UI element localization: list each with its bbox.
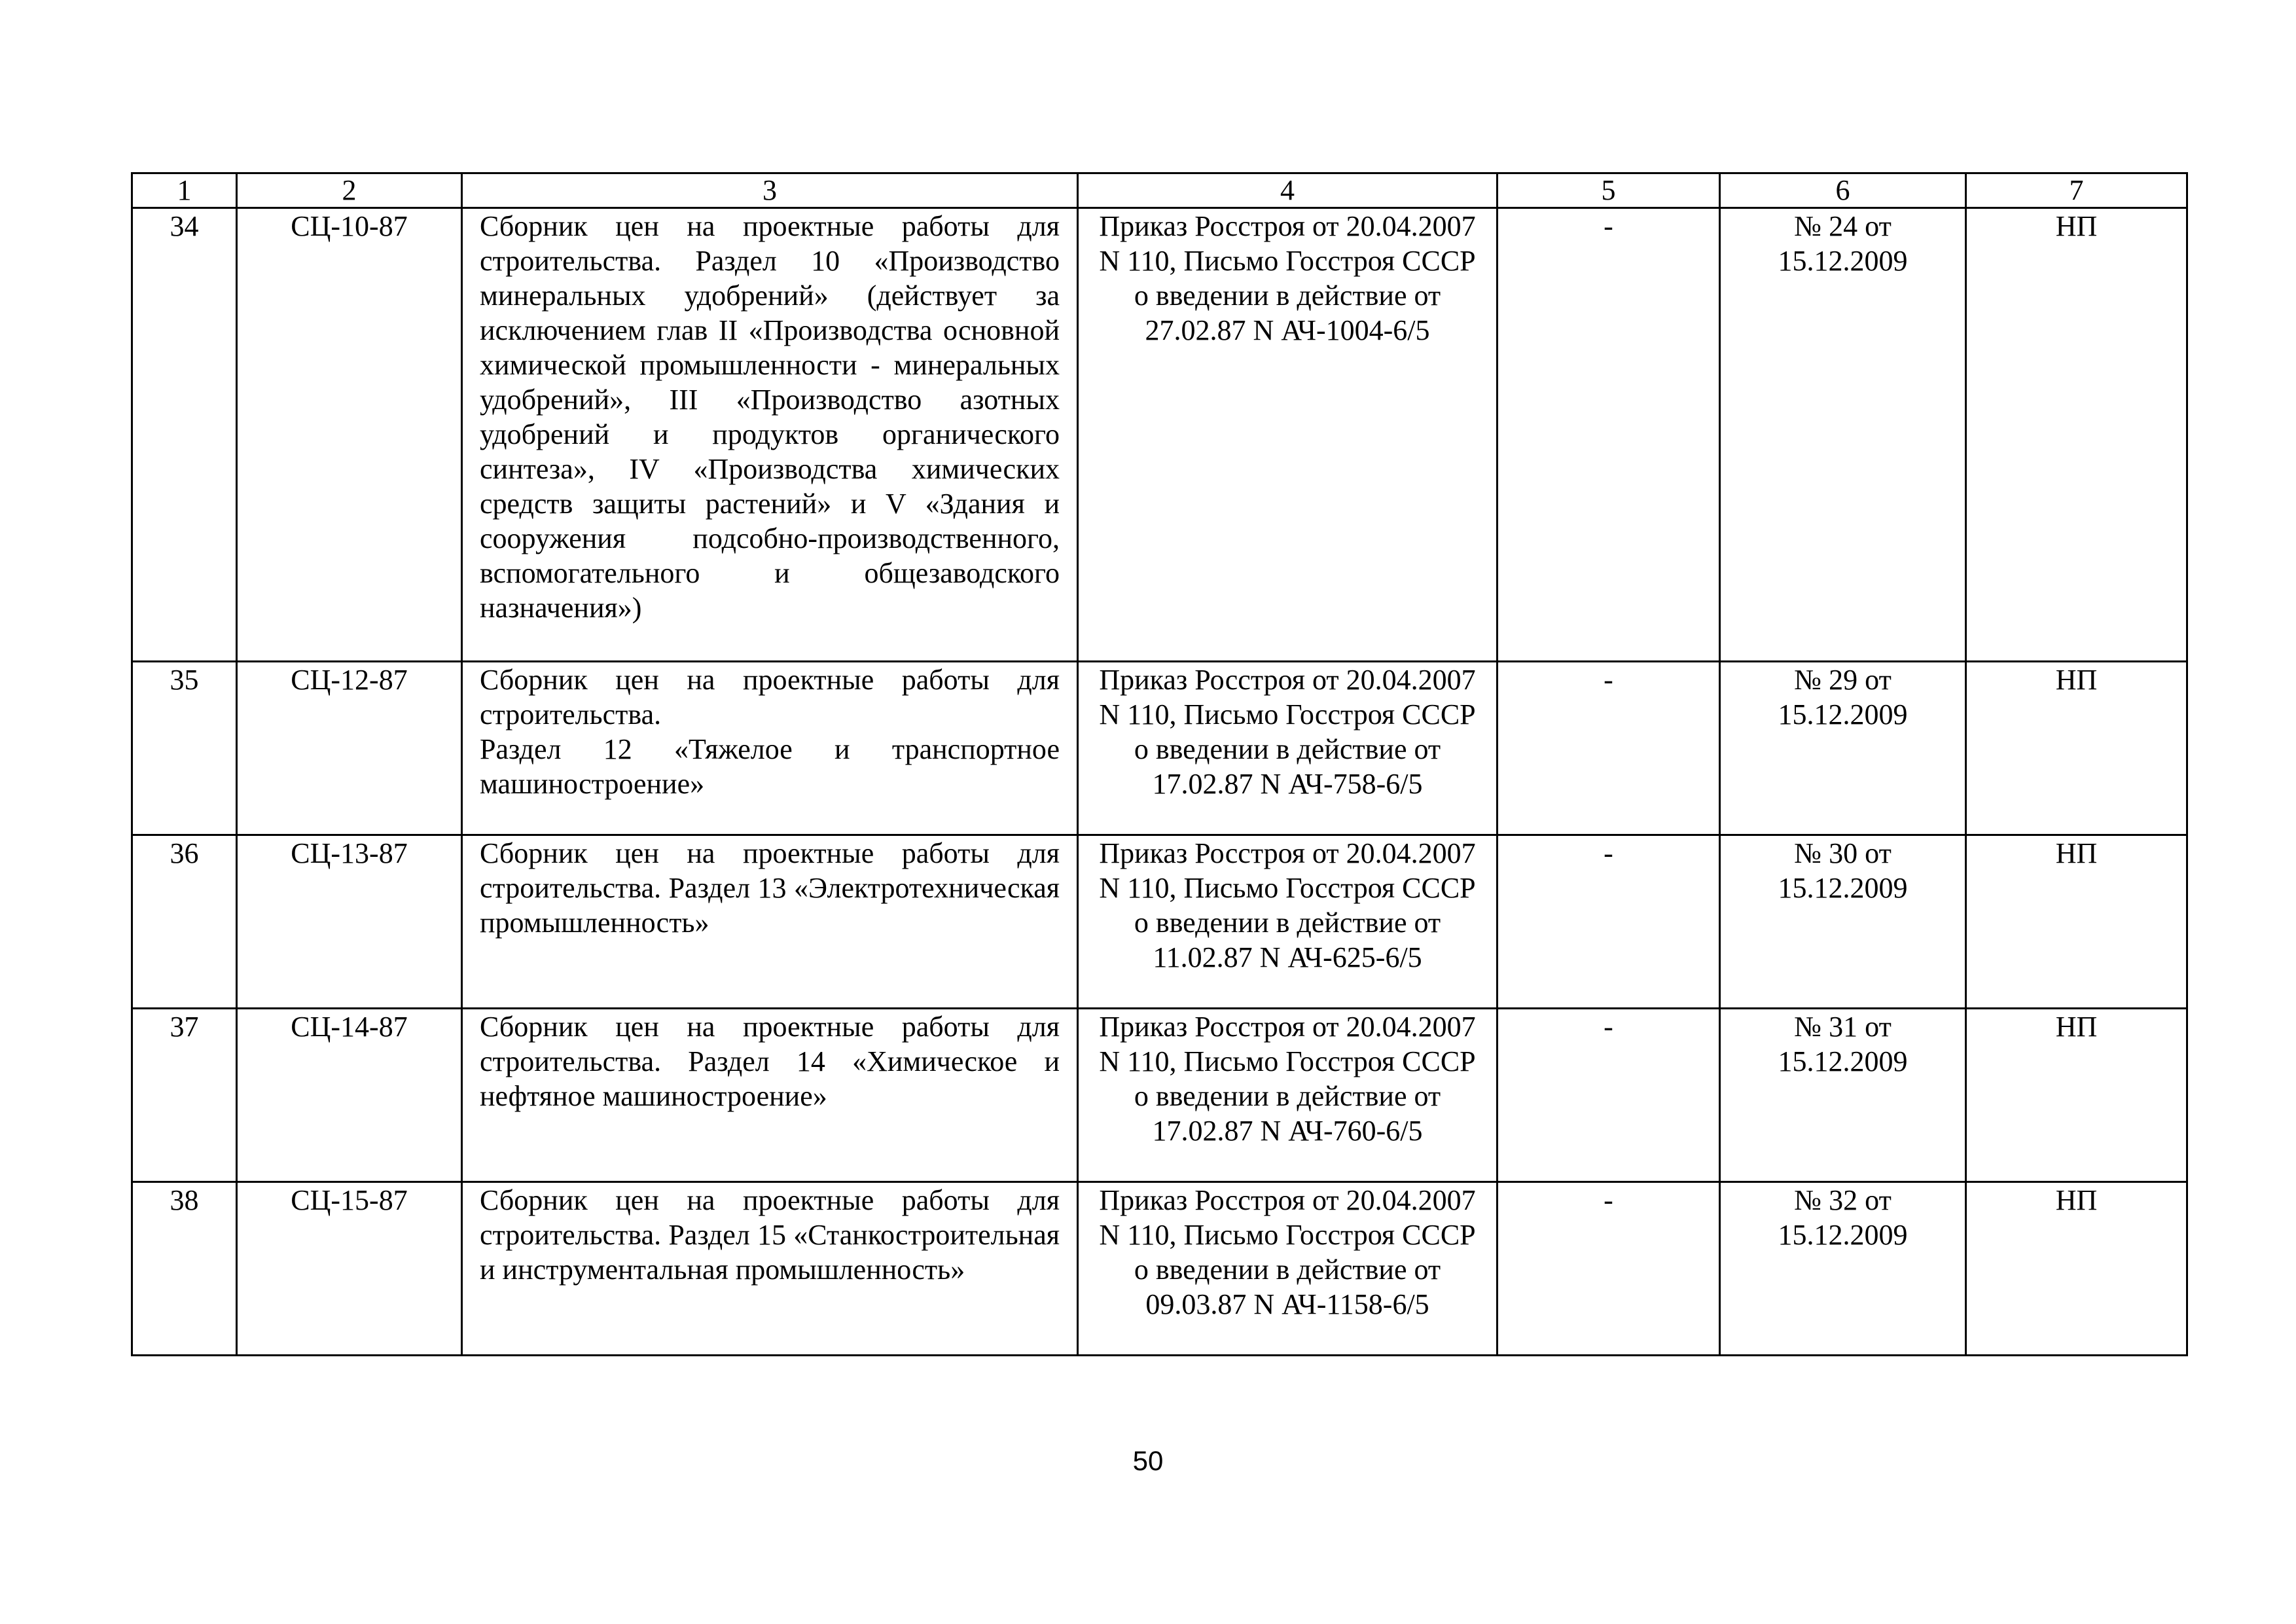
document-code: СЦ-15-87 [237,1182,462,1356]
document-code: СЦ-12-87 [237,662,462,835]
column-header: 2 [237,173,462,208]
column-5-value: - [1498,1182,1720,1356]
registration-number: № 30 от 15.12.2009 [1720,835,1966,1009]
status-badge: НП [1966,1009,2187,1182]
registration-number: № 29 от 15.12.2009 [1720,662,1966,835]
column-5-value: - [1498,208,1720,662]
approval-basis: Приказ Росстроя от 20.04.2007 N 110, Письмо Госстроя СССР о введении в действие от 17.02.87 N АЧ-760-6/5 [1078,1009,1498,1182]
approval-basis: Приказ Росстроя от 20.04.2007 N 110, Письмо Госстроя СССР о введении в действие от 27.02.87 N АЧ-1004-6/5 [1078,208,1498,662]
registry-table [131,172,2188,1356]
document-title-line: Раздел 12 «Тяжелое и транспортное машиностроение» [480,733,1060,800]
row-number: 34 [132,208,237,662]
document-code: СЦ-14-87 [237,1009,462,1182]
column-5-value: - [1498,662,1720,835]
table-row [132,1182,2187,1356]
row-number: 35 [132,662,237,835]
status-badge: НП [1966,835,2187,1009]
document-code: СЦ-13-87 [237,835,462,1009]
registration-number: № 32 от 15.12.2009 [1720,1182,1966,1356]
column-header: 1 [132,173,237,208]
table-row [132,1009,2187,1182]
document-title: Сборник цен на проектные работы для строительства. Раздел 13 «Электротехническая промышленность» [462,835,1078,1009]
column-number-header-row [132,173,2187,208]
document-title: Сборник цен на проектные работы для строительства. Раздел 14 «Химическое и нефтяное машиностроение» [462,1009,1078,1182]
column-header: 3 [462,173,1078,208]
column-5-value: - [1498,1009,1720,1182]
column-header: 6 [1720,173,1966,208]
approval-basis: Приказ Росстроя от 20.04.2007 N 110, Письмо Госстроя СССР о введении в действие от 11.02.87 N АЧ-625-6/5 [1078,835,1498,1009]
table-row [132,835,2187,1009]
approval-basis: Приказ Росстроя от 20.04.2007 N 110, Письмо Госстроя СССР о введении в действие от 09.03.87 N АЧ-1158-6/5 [1078,1182,1498,1356]
column-header: 7 [1966,173,2187,208]
status-badge: НП [1966,1182,2187,1356]
page-number: 50 [1132,1445,1164,1476]
document-title: Сборник цен на проектные работы для строительства. Раздел 10 «Производство минеральных удобрений» (действует за исключением глав II «Производства основной химической промышленности - минеральных удобрений», III «Производство азотных удобрений и продуктов органического синтеза», IV «Производства химических средств защиты растений» и V «Здания и сооружения подсобно-производственного, вспомогательного и общезаводского назначения») [462,208,1078,662]
status-badge: НП [1966,662,2187,835]
registration-number: № 24 от 15.12.2009 [1720,208,1966,662]
document-code: СЦ-10-87 [237,208,462,662]
registration-number: № 31 от 15.12.2009 [1720,1009,1966,1182]
row-number: 38 [132,1182,237,1356]
row-number: 36 [132,835,237,1009]
column-header: 5 [1498,173,1720,208]
column-header: 4 [1078,173,1498,208]
document-title-line: Сборник цен на проектные работы для строительства. [480,664,1060,731]
row-number: 37 [132,1009,237,1182]
approval-basis: Приказ Росстроя от 20.04.2007 N 110, Письмо Госстроя СССР о введении в действие от 17.02.87 N АЧ-758-6/5 [1078,662,1498,835]
table-row [132,208,2187,662]
document-title: Сборник цен на проектные работы для строительства. Раздел 15 «Станкостроительная и инструментальная промышленность» [462,1182,1078,1356]
document-title [462,662,1078,835]
column-5-value: - [1498,835,1720,1009]
status-badge: НП [1966,208,2187,662]
table-row [132,662,2187,835]
